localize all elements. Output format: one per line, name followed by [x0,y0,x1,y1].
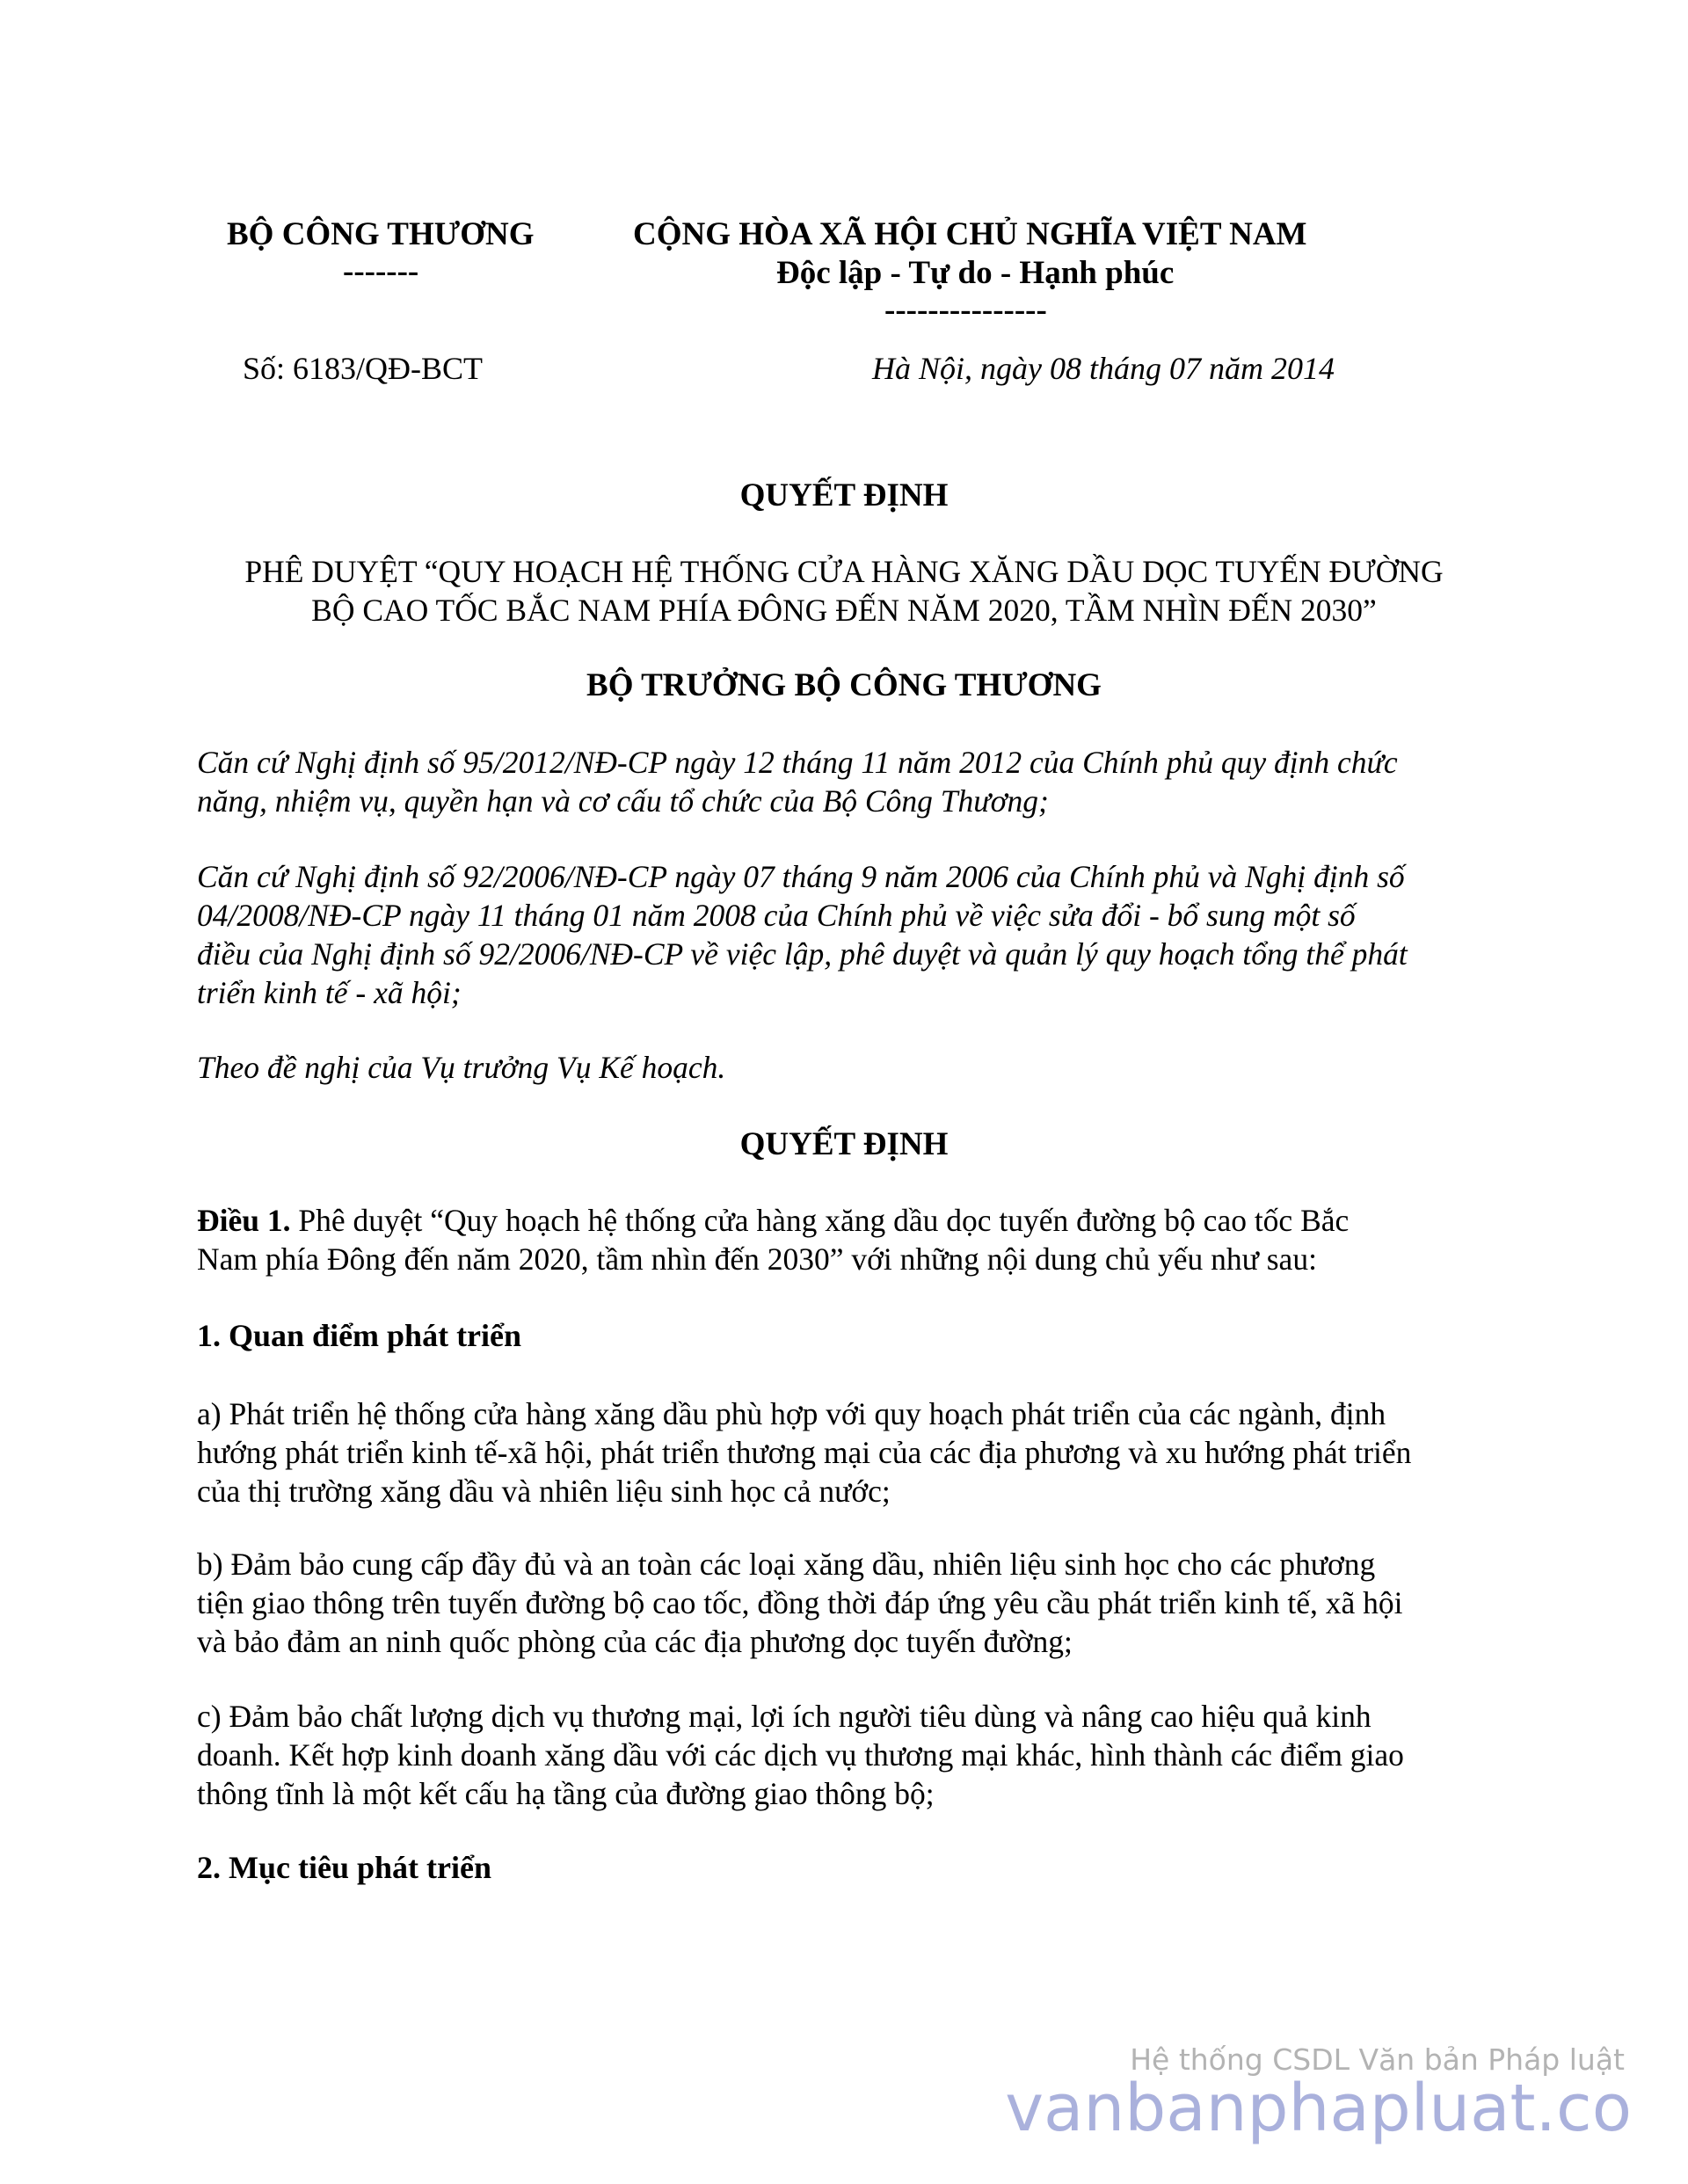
place-date: Hà Nội, ngày 08 tháng 07 năm 2014 [872,351,1335,386]
text-line: a) Phát triển hệ thống cửa hàng xăng dầu phù hợp với quy hoạch phát triển của các ngành, định [197,1396,1386,1431]
text-line: của thị trường xăng dầu và nhiên liệu sinh học cả nước; [197,1474,891,1509]
issuing-authority: BỘ TRƯỞNG BỘ CÔNG THƯƠNG [586,667,1102,703]
document-title: QUYẾT ĐỊNH [739,477,949,513]
watermark-domain: vanbanphapluat.co [1005,2071,1632,2146]
preamble-paragraph-1 [197,743,1498,820]
ministry-rule: ------- [343,253,419,289]
country-name: CỘNG HÒA XÃ HỘI CHỦ NGHĨA VIỆT NAM [633,216,1307,252]
text-line: b) Đảm bảo cung cấp đầy đủ và an toàn các loại xăng dầu, nhiên liệu sinh học cho các phương [197,1547,1376,1582]
text-line: tiện giao thông trên tuyến đường bộ cao tốc, đồng thời đáp ứng yêu cầu phát triển kinh tế, xã hội [197,1585,1403,1620]
text-line: điều của Nghị định số 92/2006/NĐ-CP về việc lập, phê duyệt và quản lý quy hoạch tổng thể phát [197,936,1408,972]
section-1-heading: 1. Quan điểm phát triển [197,1318,522,1353]
text-line: c) Đảm bảo chất lượng dịch vụ thương mại, lợi ích người tiêu dùng và nâng cao hiệu quả kinh [197,1699,1372,1734]
section-1-item-c [197,1697,1498,1813]
subject-line-1: PHÊ DUYỆT “QUY HOẠCH HỆ THỐNG CỬA HÀNG XĂNG DẦU DỌC TUYẾN ĐƯỜNG [244,554,1444,589]
text-line: năng, nhiệm vụ, quyền hạn và cơ cấu tổ chức của Bộ Công Thương; [197,783,1049,819]
preamble-paragraph-3 [197,1048,1498,1087]
text-line: Phê duyệt “Quy hoạch hệ thống cửa hàng xăng dầu dọc tuyến đường bộ cao tốc Bắc [290,1203,1350,1238]
article-1 [197,1201,1498,1278]
ministry-name: BỘ CÔNG THƯƠNG [227,216,535,252]
preamble-paragraph-2 [197,857,1498,1012]
article-1-label: Điều 1. [197,1203,291,1238]
section-1-item-b [197,1545,1498,1661]
motto-rule: --------------- [884,292,1047,328]
text-line: Căn cứ Nghị định số 95/2012/NĐ-CP ngày 12 tháng 11 năm 2012 của Chính phủ quy định chức [197,745,1398,780]
decision-title: QUYẾT ĐỊNH [739,1126,949,1162]
section-2-heading: 2. Mục tiêu phát triển [197,1850,491,1885]
watermark-caption: Hệ thống CSDL Văn bản Pháp luật [1130,2042,1625,2077]
text-line: Theo đề nghị của Vụ trưởng Vụ Kế hoạch. [197,1050,726,1085]
text-line: hướng phát triển kinh tế-xã hội, phát triển thương mại của các địa phương và xu hướng phát triển [197,1435,1412,1470]
national-motto: Độc lập - Tự do - Hạnh phúc [776,255,1175,291]
document-number: Số: 6183/QĐ-BCT [243,351,484,386]
text-line: Nam phía Đông đến năm 2020, tầm nhìn đến 2030” với những nội dung chủ yếu như sau: [197,1241,1317,1277]
text-line: thông tĩnh là một kết cấu hạ tầng của đường giao thông bộ; [197,1776,935,1811]
section-1-item-a [197,1394,1498,1511]
text-line: 04/2008/NĐ-CP ngày 11 tháng 01 năm 2008 của Chính phủ về việc sửa đổi - bổ sung một số [197,898,1356,933]
text-line: doanh. Kết hợp kinh doanh xăng dầu với các dịch vụ thương mại khác, hình thành các điểm giao [197,1737,1404,1773]
subject-line-2: BỘ CAO TỐC BẮC NAM PHÍA ĐÔNG ĐẾN NĂM 2020, TẦM NHÌN ĐẾN 2030” [311,593,1377,628]
text-line: triển kinh tế - xã hội; [197,975,462,1010]
text-line: và bảo đảm an ninh quốc phòng của các địa phương dọc tuyến đường; [197,1624,1073,1659]
text-line: Căn cứ Nghị định số 92/2006/NĐ-CP ngày 07 tháng 9 năm 2006 của Chính phủ và Nghị định số [197,859,1405,894]
